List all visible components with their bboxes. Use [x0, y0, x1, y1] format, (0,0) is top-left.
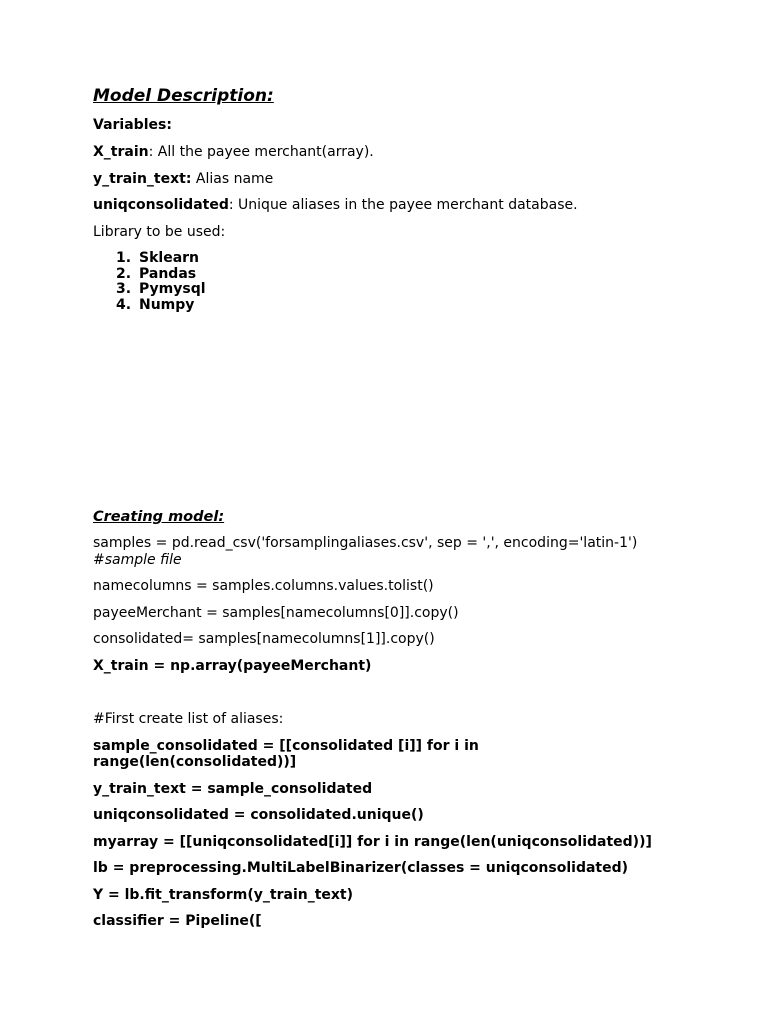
code-sample-consolidated-1: sample_consolidated = [[consolidated [i]] for i in — [93, 738, 479, 754]
variable-name: y_train_text: — [93, 171, 192, 187]
list-item: 1. Sklearn — [116, 250, 200, 266]
code-classifier: classifier = Pipeline([ — [93, 913, 262, 929]
variables-heading: Variables: — [93, 117, 172, 133]
library-heading: Library to be used: — [93, 224, 226, 240]
variable-name: uniqconsolidated — [93, 197, 229, 213]
code-fit-transform: Y = lb.fit_transform(y_train_text) — [93, 887, 354, 903]
variable-x-train — [93, 144, 374, 160]
code-sample-comment: #sample file — [93, 552, 182, 568]
variable-name: X_train — [93, 144, 149, 160]
code-myarray: myarray = [[uniqconsolidated[i]] for i in range(len(uniqconsolidated))] — [93, 834, 652, 850]
code-sample-consolidated-2: range(len(consolidated))] — [93, 754, 297, 770]
variable-y-train-text — [93, 171, 273, 187]
library-list — [116, 251, 206, 313]
code-consolidated: consolidated= samples[namecolumns[1]].copy() — [93, 631, 435, 647]
code-y-train-text: y_train_text = sample_consolidated — [93, 781, 373, 797]
code-namecolumns: namecolumns = samples.columns.values.tolist() — [93, 578, 434, 594]
list-item: 3. Pymysql — [116, 281, 206, 297]
code-read-csv: samples = pd.read_csv('forsamplingaliases.csv', sep = ',', encoding='latin-1') — [93, 535, 638, 551]
page-title: Model Description: — [93, 86, 274, 106]
list-item: 4. Numpy — [116, 296, 195, 313]
variable-desc: : Unique aliases in the payee merchant database. — [228, 197, 578, 213]
variable-uniqconsolidated — [93, 197, 578, 213]
list-item: 2. Pandas — [116, 265, 197, 282]
code-label-binarizer: lb = preprocessing.MultiLabelBinarizer(classes = uniqconsolidated) — [93, 860, 629, 876]
variable-desc: : All the payee merchant(array). — [148, 144, 374, 160]
variable-desc: Alias name — [191, 171, 274, 187]
code-first-comment: #First create list of aliases: — [93, 711, 284, 727]
creating-model-heading: Creating model: — [93, 509, 225, 525]
code-x-train: X_train = np.array(payeeMerchant) — [93, 658, 372, 674]
code-uniqconsolidated: uniqconsolidated = consolidated.unique() — [93, 807, 424, 823]
code-payee-merchant: payeeMerchant = samples[namecolumns[0]].copy() — [93, 605, 459, 621]
